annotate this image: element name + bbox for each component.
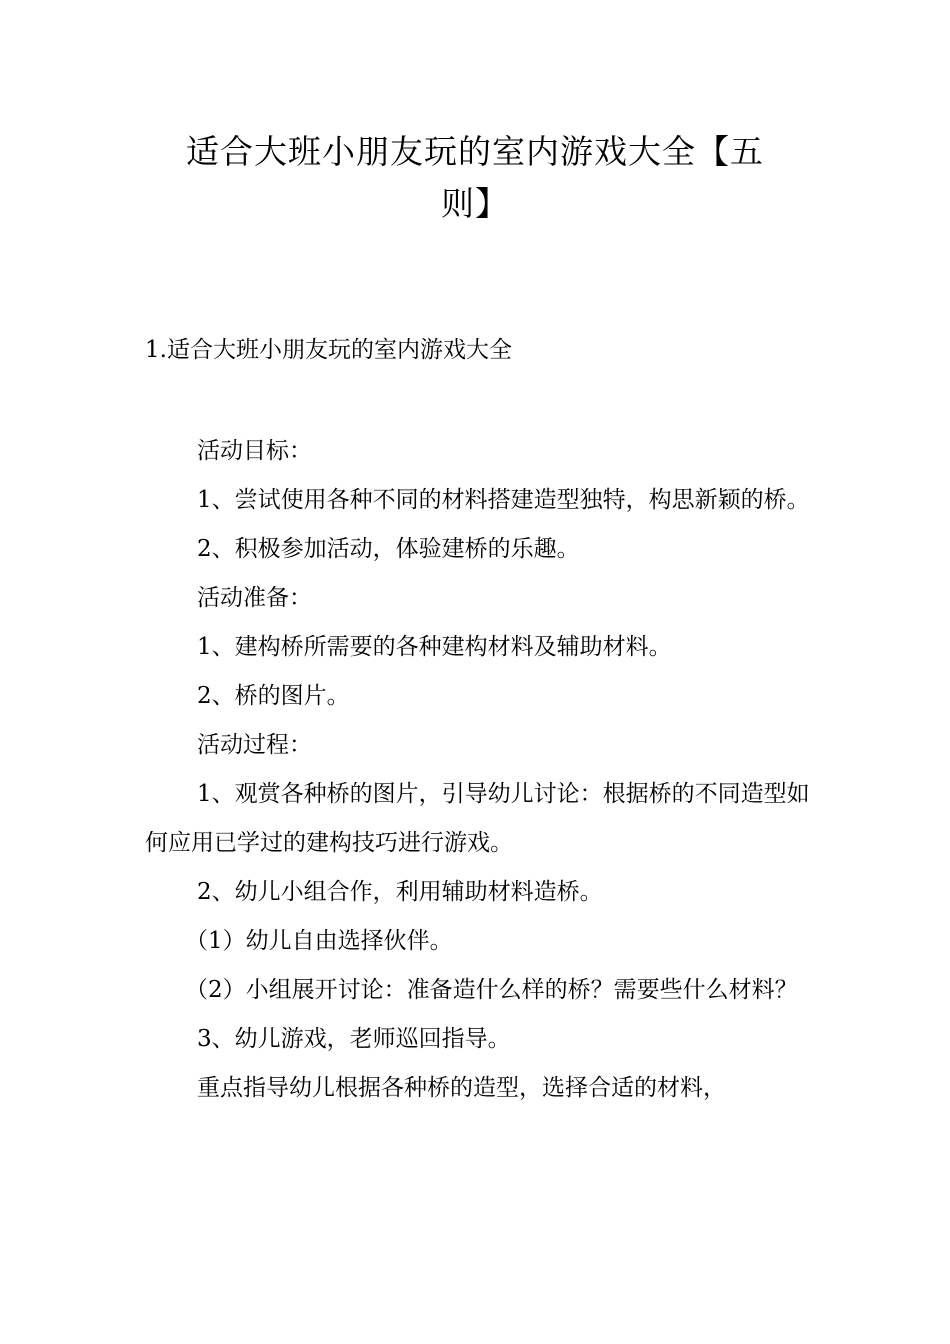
paragraph-process-heading: 活动过程：	[197, 732, 312, 758]
paragraph-goal-2: 2、积极参加活动，体验建桥的乐趣。	[197, 536, 580, 562]
paragraph-activity-goals-heading: 活动目标：	[197, 438, 312, 464]
title-line-1: 适合大班小朋友玩的室内游戏大全【五	[186, 132, 764, 171]
paragraph-guidance: 重点指导幼儿根据各种桥的造型，选择合适的材料，	[197, 1075, 726, 1101]
paragraph-process-2: 2、幼儿小组合作，利用辅助材料造桥。	[197, 879, 603, 905]
paragraph-process-2-sub-2: （2）小组展开讨论：准备造什么样的桥？需要些什么材料？	[185, 977, 798, 1003]
paragraph-process-2-sub-1: （1）幼儿自由选择伙伴。	[185, 928, 453, 954]
paragraph-process-1: 1、观赏各种桥的图片，引导幼儿讨论：根据桥的不同造型如何应用已学过的建构技巧进行游戏。	[145, 781, 810, 856]
paragraph-preparation-2: 2、桥的图片。	[197, 683, 350, 709]
paragraph-preparation-1: 1、建构桥所需要的各种建构材料及辅助材料。	[197, 634, 672, 660]
title-line-2: 则】	[441, 184, 509, 223]
document-title	[145, 126, 805, 230]
paragraph-process-3: 3、幼儿游戏，老师巡回指导。	[197, 1026, 511, 1052]
paragraph-preparation-heading: 活动准备：	[197, 585, 312, 611]
paragraph-goal-1: 1、尝试使用各种不同的材料搭建造型独特，构思新颖的桥。	[197, 487, 810, 513]
document-body	[145, 427, 810, 1113]
section-heading: 1.适合大班小朋友玩的室内游戏大全	[145, 337, 512, 363]
